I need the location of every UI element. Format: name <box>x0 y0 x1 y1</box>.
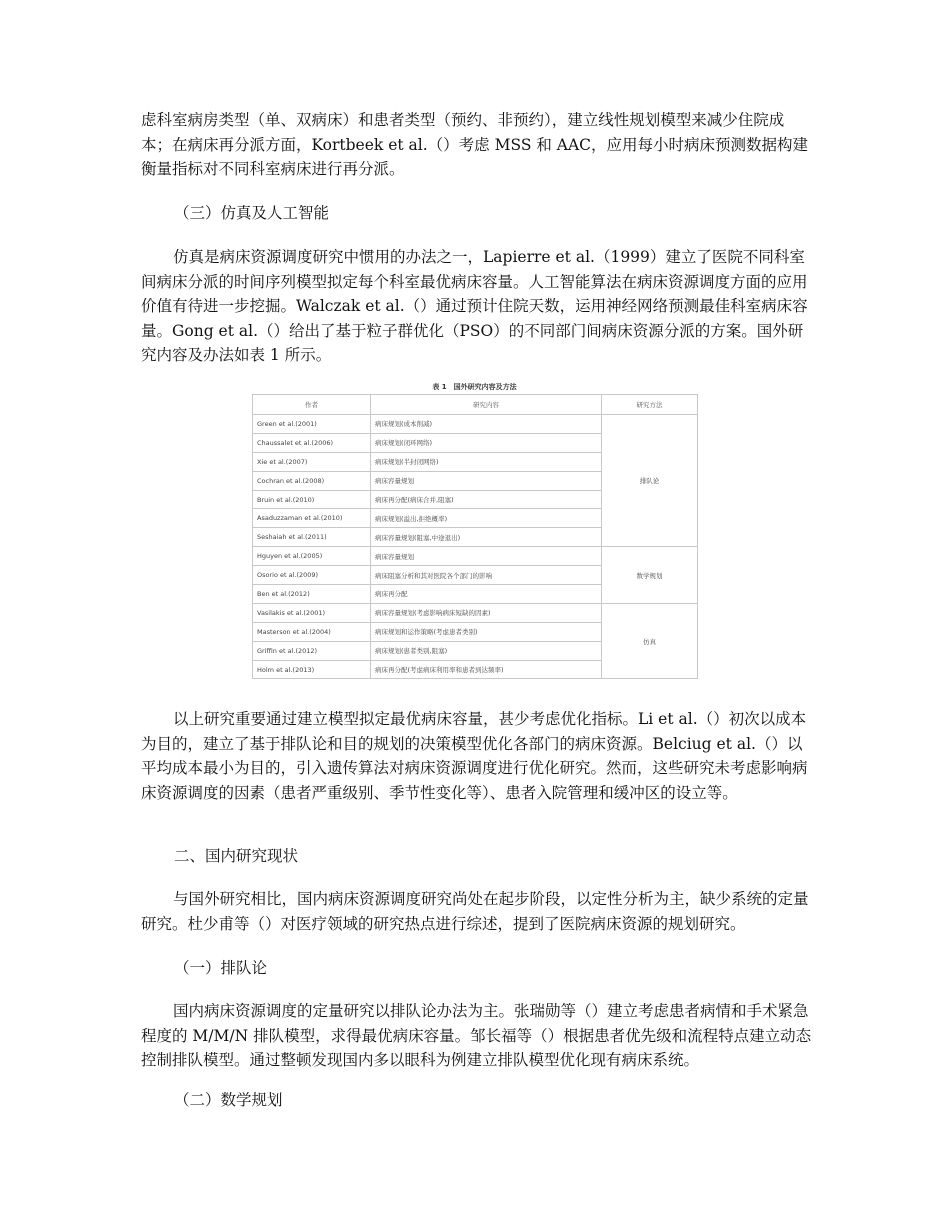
paragraph-simulation-ai: 仿真是病床资源调度研究中惯用的办法之一，Lapierre et al.（1999）建立了医院不同科室间病床分派的时间序列模型拟定每个科室最优病床容量。人工智能算法在病床资源调度方面的应用价值有待进一步挖掘。Walczak et al.（）通过预计住院天数，运用神经网络预测最佳科室病床容量。Gong et al.（）给出了基于粒子群优化（PSO）的不同部门间病床资源分派的方案。国外研究内容及办法如表 1 所示。 <box>141 248 808 364</box>
cell-author: Ben et al.(2012) <box>253 585 371 604</box>
section-heading-domestic: 二、国内研究现状 <box>174 847 299 865</box>
cell-content: 病床容量规划(阻塞,中途退出) <box>371 528 602 547</box>
cell-author: Cochran et al.(2008) <box>253 471 371 490</box>
cell-author: Holm et al.(2013) <box>253 660 371 679</box>
cell-content: 病床规划(闭环网络) <box>371 433 602 452</box>
research-table-figure <box>252 382 697 679</box>
paragraph-bed-planning-continued: 虑科室病房类型（单、双病床）和患者类型（预约、非预约），建立线性规划模型来减少住院成本；在病床再分派方面，Kortbeek et al.（）考虑 MSS 和 AAC，应用每小时病床预测数据构建衡量指标对不同科室病床进行再分派。 <box>141 111 809 178</box>
cell-author: Griffin et al.(2012) <box>253 641 371 660</box>
cell-content: 病床再分配(考虑病床利用率和患者到达频率) <box>371 660 602 679</box>
cell-content: 病床再分配(病床合并,阻塞) <box>371 490 602 509</box>
paragraph-queueing: 国内病床资源调度的定量研究以排队论办法为主。张瑞勋等（）建立考虑患者病情和手术紧急程度的 M/M/N 排队模型，求得最优病床容量。邹长福等（）根据患者优先级和流程特点建立动态控制排队模型。通过整顿发现国内多以眼科为例建立排队模型优化现有病床系统。 <box>141 1002 812 1069</box>
cell-method-queueing: 排队论 <box>602 415 698 547</box>
paragraph-domestic-overview: 与国外研究相比，国内病床资源调度研究尚处在起步阶段，以定性分析为主，缺少系统的定量研究。杜少甫等（）对医疗领域的研究热点进行综述，提到了医院病床资源的规划研究。 <box>141 890 809 933</box>
header-method: 研究方法 <box>602 395 698 415</box>
cell-method-simulation: 仿真 <box>602 603 698 679</box>
cell-author: Osorio et al.(2009) <box>253 566 371 585</box>
table-row <box>253 547 698 566</box>
cell-author: Masterson et al.(2004) <box>253 622 371 641</box>
cell-author: Xie et al.(2007) <box>253 452 371 471</box>
cell-author: Seshaiah et al.(2011) <box>253 528 371 547</box>
cell-author: Asaduzzaman et al.(2010) <box>253 509 371 528</box>
cell-author: Chaussalet et al.(2006) <box>253 433 371 452</box>
table-header-row <box>253 395 698 415</box>
cell-content: 病床阻塞分析和其对医院各个部门的影响 <box>371 566 602 585</box>
header-author: 作者 <box>253 395 371 415</box>
section-heading-simulation-ai: （三）仿真及人工智能 <box>174 204 330 222</box>
section-heading-queueing: （一）排队论 <box>174 959 268 977</box>
cell-content: 病床容量规划 <box>371 547 602 566</box>
cell-content: 病床规划和运作策略(考虑患者类别) <box>371 622 602 641</box>
cell-content: 病床再分配 <box>371 585 602 604</box>
cell-content: 病床容量规划 <box>371 471 602 490</box>
cell-content: 病床规划(患者类别,阻塞) <box>371 641 602 660</box>
cell-content: 病床规划(成本削减) <box>371 415 602 434</box>
research-methods-table <box>252 394 698 679</box>
cell-method-math: 数学规划 <box>602 547 698 604</box>
cell-author: Green et al.(2001) <box>253 415 371 434</box>
table-row <box>253 603 698 622</box>
cell-author: Hguyen et al.(2005) <box>253 547 371 566</box>
paragraph-summary-foreign: 以上研究重要通过建立模型拟定最优病床容量，甚少考虑优化指标。Li et al.（）初次以成本为目的，建立了基于排队论和目的规划的决策模型优化各部门的病床资源。Belciug et al.（）以平均成本最小为目的，引入遗传算法对病床资源调度进行优化研究。然而，这些研究未考虑影响病床资源调度的因素（患者严重级别、季节性变化等）、患者入院管理和缓冲区的设立等。 <box>141 710 808 802</box>
header-content: 研究内容 <box>371 395 602 415</box>
table-row <box>253 415 698 434</box>
cell-content: 病床容量规划(考虑影响病床短缺的因素) <box>371 603 602 622</box>
section-heading-math-programming: （二）数学规划 <box>174 1091 283 1109</box>
cell-content: 病床规划(溢出,拒绝概率) <box>371 509 602 528</box>
cell-author: Bruin et al.(2010) <box>253 490 371 509</box>
cell-content: 病床规划(半封闭网络) <box>371 452 602 471</box>
table-caption: 表 1 国外研究内容及方法 <box>432 383 517 391</box>
cell-author: Vasilakis et al.(2001) <box>253 603 371 622</box>
